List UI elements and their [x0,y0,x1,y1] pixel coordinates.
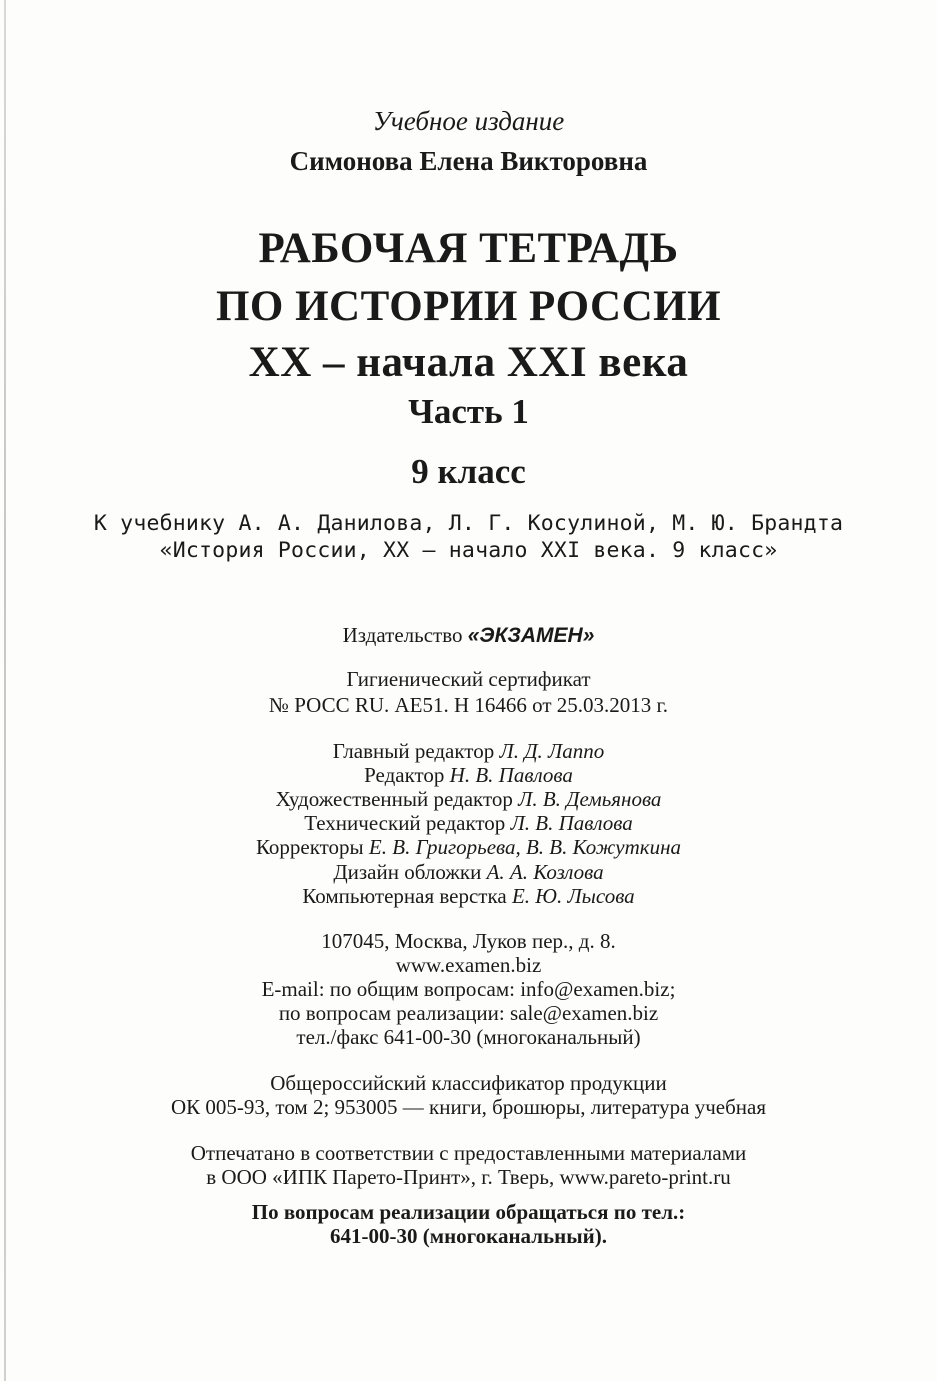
editor-line [0,739,937,764]
author-name: Симонова Елена Викторовна [289,146,648,176]
contact-line-2: 641-00-30 (многоканальный). [330,1224,607,1248]
publisher-name: «ЭКЗАМЕН» [467,624,595,647]
editor-name: Е. Ю. Лысова [511,884,635,908]
editor-role: Художественный редактор [275,787,513,811]
grade-label: 9 класс [411,452,526,491]
editor-role: Корректоры [255,835,364,859]
address-line: 107045, Москва, Луков пер., д. 8. [321,929,616,953]
editor-role: Главный редактор [332,739,495,763]
editor-line [0,860,937,885]
printed-line-1: Отпечатано в соответствии с предоставленными материалами [190,1141,747,1165]
editor-name: А. А. Козлова [486,860,604,884]
publisher-line [0,623,937,648]
editor-name: Е. В. Григорьева, В. В. Кожуткина [368,835,682,859]
editor-name: Л. В. Демьянова [518,787,662,811]
editor-role: Технический редактор [304,811,506,835]
phone-fax-line: тел./факс 641-00-30 (многоканальный) [296,1025,641,1049]
classifier-line-1: Общероссийский классификатор продукции [270,1071,667,1095]
part-label: Часть 1 [408,392,529,431]
printed-line-2: в ООО «ИПК Парето-Принт», г. Тверь, www.pareto-print.ru [206,1165,731,1189]
editor-line [0,835,937,860]
editor-line [0,787,937,812]
title-line-1: РАБОЧАЯ ТЕТРАДЬ [258,225,679,272]
email-sales-line: по вопросам реализации: sale@examen.biz [278,1001,659,1025]
title-line-2: ПО ИСТОРИИ РОССИИ [215,283,722,330]
editor-line [0,811,937,836]
editor-line [0,763,937,788]
contact-line-1: По вопросам реализации обращаться по тел.: [251,1200,686,1224]
certificate-line-2: № РОСС RU. АЕ51. Н 16466 от 25.03.2013 г. [268,693,669,717]
editor-role: Компьютерная верстка [302,884,507,908]
textbook-line-1: К учебнику А. А. Данилова, Л. Г. Косулиной, М. Ю. Брандта [93,511,844,536]
editor-name: Л. В. Павлова [510,811,633,835]
title-line-3: XX – начала XXI века [248,339,689,386]
email-general-line: E-mail: по общим вопросам: info@examen.biz; [261,977,676,1001]
website-line: www.examen.biz [395,953,542,977]
certificate-line-1: Гигиенический сертификат [346,667,591,691]
editor-line [0,884,937,909]
editor-name: Л. Д. Лаппо [499,739,605,763]
publisher-label: Издательство [342,623,463,647]
textbook-line-2: «История России, XX – начало XXI века. 9 класс» [159,538,778,563]
series-label: Учебное издание [372,106,565,136]
editor-role: Редактор [364,763,445,787]
editor-role: Дизайн обложки [333,860,482,884]
classifier-line-2: ОК 005-93, том 2; 953005 — книги, брошюры, литература учебная [171,1095,766,1119]
editor-name: Н. В. Павлова [449,763,573,787]
